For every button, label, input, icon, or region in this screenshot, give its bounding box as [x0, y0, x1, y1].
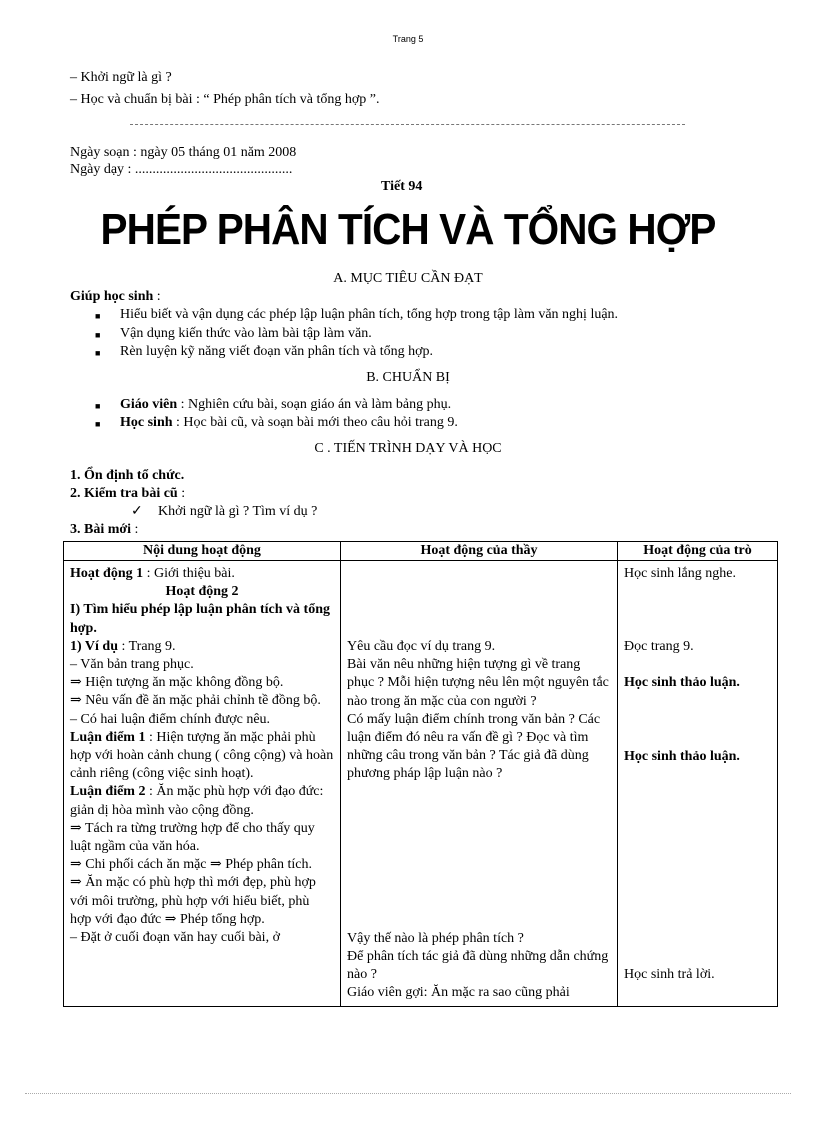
step-1: 1. Ổn định tổ chức. — [70, 468, 185, 483]
teacher-question: Vậy thế nào là phép phân tích ? — [347, 930, 524, 946]
page-title: PHÉP PHÂN TÍCH VÀ TỔNG HỢP — [100, 205, 716, 254]
page-number: Trang 5 — [392, 34, 424, 44]
teacher-question: Để phân tích tác giả đã dùng những dẫn chứng nào ? — [347, 948, 609, 983]
spacer — [624, 583, 771, 638]
ld2-text: : Ăn mặc phù hợp với đạo đức: giản dị hòa mình vào cộng đồng. — [70, 784, 324, 818]
lesson-number: Tiết 94 — [381, 179, 423, 194]
section-a-heading: A. MỤC TIÊU CẦN ĐẠT — [333, 271, 483, 286]
homework-line-2: – Học và chuẩn bị bài : “ Phép phân tích và tổng hợp ”. — [70, 92, 380, 107]
ld1-label: Luận điểm 1 — [70, 729, 146, 745]
separator-rule — [130, 124, 685, 125]
vidu-line — [70, 638, 334, 656]
step-2-label: 2. Kiểm tra bài cũ — [70, 486, 178, 501]
bullet-icon: ■ — [95, 419, 101, 429]
student-activity: Học sinh lắng nghe. — [624, 566, 736, 581]
prep-label: Học sinh — [120, 415, 173, 430]
content-line: ⇒ Nêu vấn đề ăn mặc phải chỉnh tề đồng bộ. — [70, 693, 321, 709]
content-line: – Văn bản trang phục. — [70, 657, 194, 673]
content-line: ⇒ Hiện tượng ăn mặc không đồng bộ. — [70, 675, 284, 691]
teacher-question: Bài văn nêu những hiện tượng gì về trang phục ? Mỗi hiện tượng nêu lên một nguyên tắc nào trong ăn mặc của con người ? — [347, 657, 609, 709]
section-c-heading: C . TIẾN TRÌNH DẠY VÀ HỌC — [314, 441, 502, 456]
spacer — [624, 693, 771, 748]
student-activity: Đọc trang 9. — [624, 639, 694, 655]
student-activity: Học sinh trả lời. — [624, 966, 715, 982]
spacer — [347, 565, 611, 638]
prep-text: : Học bài cũ, và soạn bài mới theo câu hỏi trang 9. — [172, 415, 458, 430]
bullet-icon: ■ — [95, 330, 101, 340]
prep-item-teacher — [120, 397, 451, 413]
goal-item: Hiểu biết và vận dụng các phép lập luận phân tích, tổng hợp trong tập làm văn nghị luận. — [120, 307, 619, 322]
checkmark-icon: ✓ — [131, 504, 143, 519]
lesson-table — [63, 541, 778, 1007]
hd2-label: Hoạt động 2 — [165, 584, 239, 600]
hd1-line — [70, 565, 334, 583]
step-3 — [70, 522, 138, 538]
part1-heading: I) Tìm hiểu phép lập luận phân tích và tổng hợp. — [70, 602, 330, 636]
hd1-text: : Giới thiệu bài. — [143, 566, 235, 581]
ngay-day: Ngày dạy : ............................................. — [70, 162, 293, 177]
content-line: ⇒ Chi phối cách ăn mặc ⇒ Phép phân tích. — [70, 857, 312, 873]
intro-label: Giúp học sinh — [70, 289, 154, 304]
col-header-content: Nội dung hoạt động — [64, 542, 341, 561]
homework-line-1: – Khởi ngữ là gì ? — [70, 70, 172, 85]
goal-item: Rèn luyện kỹ năng viết đoạn văn phân tích và tổng hợp. — [120, 344, 434, 359]
section-b-heading: B. CHUẨN BỊ — [366, 370, 450, 385]
prep-item-student — [120, 415, 458, 431]
content-cell — [64, 561, 341, 1007]
table-header-row — [64, 542, 778, 561]
ngay-soan: Ngày soạn : ngày 05 tháng 01 năm 2008 — [70, 145, 297, 160]
spacer — [624, 766, 771, 966]
teacher-cell — [341, 561, 618, 1007]
col-header-student: Hoạt động của trò — [618, 542, 778, 561]
page-bottom-rule — [25, 1093, 791, 1094]
spacer — [624, 656, 771, 674]
teacher-question: Giáo viên gợi: Ăn mặc ra sao cũng phải — [347, 985, 570, 1001]
teacher-question: Có mấy luận điểm chính trong văn bản ? Các luận điểm đó nêu ra vấn đề gì ? Đọc và tìm những câu trong văn bản ? Tác giả đã dùng phương pháp lập luận nào ? — [347, 711, 601, 782]
content-line: ⇒ Tách ra từng trường hợp để cho thấy quy luật ngầm của văn hóa. — [70, 820, 315, 855]
spacer — [347, 784, 611, 930]
prep-label: Giáo viên — [120, 397, 178, 412]
step-3-label: 3. Bài mới — [70, 522, 132, 537]
table-row — [64, 561, 778, 1007]
bullet-icon: ■ — [95, 348, 101, 358]
content-line: – Có hai luận điểm chính được nêu. — [70, 711, 271, 727]
check-question: Khởi ngữ là gì ? Tìm ví dụ ? — [158, 504, 318, 519]
hd1-label: Hoạt động 1 — [70, 566, 144, 581]
bullet-icon: ■ — [95, 401, 101, 411]
student-cell — [618, 561, 778, 1007]
step-2 — [70, 486, 185, 502]
ld2-block — [70, 783, 334, 819]
col-header-teacher: Hoạt động của thầy — [341, 542, 618, 561]
goal-item: Vận dụng kiến thức vào làm bài tập làm văn. — [120, 326, 372, 341]
student-activity: Học sinh thảo luận. — [624, 675, 740, 691]
content-line: ⇒ Ăn mặc có phù hợp thì mới đẹp, phù hợp với môi trường, phù hợp với hiểu biết, phù hợp với đạo đức ⇒ Phép tổng hợp. — [70, 875, 316, 927]
ld1-block — [70, 729, 334, 784]
vidu-text: : Trang 9. — [117, 638, 176, 654]
teacher-question: Yêu cầu đọc ví dụ trang 9. — [347, 639, 496, 654]
intro-colon: : — [153, 289, 161, 304]
step-3-colon: : — [131, 522, 139, 537]
step-2-colon: : — [177, 486, 186, 501]
vidu-label: 1) Ví dụ — [70, 638, 118, 654]
section-a-intro — [70, 289, 161, 305]
content-line: – Đặt ở cuối đoạn văn hay cuối bài, ở — [70, 930, 280, 946]
ld1-text: : Hiện tượng ăn mặc phải phù hợp với hoàn cảnh chung ( công cộng) và hoàn cảnh riêng (công việc sinh hoạt). — [70, 729, 334, 782]
prep-text: : Nghiên cứu bài, soạn giáo án và làm bảng phụ. — [177, 397, 452, 412]
student-activity: Học sinh thảo luận. — [624, 748, 740, 764]
ld2-label: Luận điểm 2 — [70, 784, 146, 800]
bullet-icon: ■ — [95, 311, 101, 321]
